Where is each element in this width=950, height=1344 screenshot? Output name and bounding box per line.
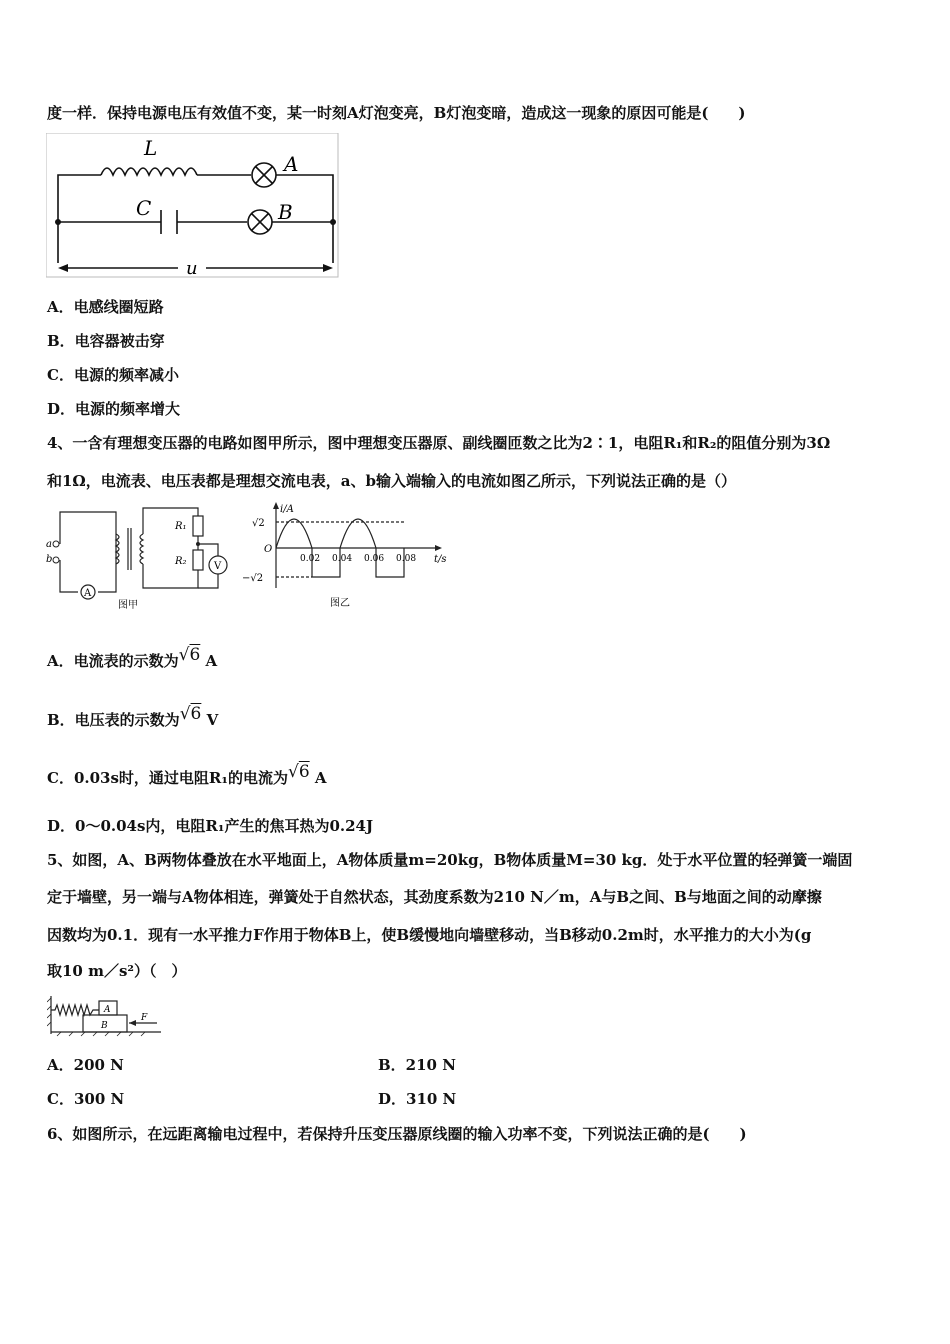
q5-blocks-figure (47, 994, 163, 1038)
fig-yi-xtick: 0.06 (364, 554, 385, 564)
q3-stem: 度一样．保持电源电压有效值不变，某一时刻A灯泡变亮，B灯泡变暗，造成这一现象的原因可能是( ) (47, 104, 746, 122)
fig-jia-caption: 图甲 (118, 600, 138, 611)
q3-option-c: C．电源的频率减小 (47, 366, 179, 384)
ammeter-label: A (84, 588, 92, 599)
q3-option-a: A．电感线圈短路 (47, 298, 164, 316)
fig-yi-ytick-pos: √2 (252, 518, 265, 529)
capacitor-label: C (136, 196, 152, 220)
q4-stem-line2: 和1Ω，电流表、电压表都是理想交流电表，a、b输入端输入的电流如图乙所示，下列说法正确的是（） (47, 472, 737, 490)
q6-stem: 6、如图所示，在远距离输电过程中，若保持升压变压器原线圈的输入功率不变，下列说法正确的是( ) (47, 1125, 747, 1143)
q5-option-d: D．310 N (378, 1090, 457, 1108)
q3-option-b: B．电容器被击穿 (47, 332, 165, 350)
svg-text:b: b (46, 554, 53, 565)
fig-yi-xlabel: t/s (434, 554, 447, 565)
voltmeter-label: V (214, 561, 222, 572)
fig-yi-ylabel: i/A (280, 504, 294, 515)
q4-option-d: D．0～0.04s内，电阻R₁产生的焦耳热为0.24J (47, 817, 374, 835)
fig-yi-origin: O (264, 544, 273, 555)
lamp-a-label: A (284, 152, 299, 176)
q5-stem-line4: 取10 m／s²）（ ） (47, 962, 187, 980)
force-label: F (141, 1013, 148, 1023)
q5-option-c: C．300 N (47, 1090, 125, 1108)
block-a-label: A (104, 1005, 111, 1015)
r2-label: R₂ (175, 556, 187, 567)
fig-yi-caption: 图乙 (330, 598, 350, 609)
lamp-b-label: B (278, 200, 293, 224)
svg-text:a: a (46, 539, 52, 550)
fig-yi-xtick: 0.08 (396, 554, 417, 564)
r1-label: R₁ (175, 521, 187, 532)
q4-option-b: B．电压表的示数为√6 V (47, 704, 219, 729)
voltage-label: u (186, 258, 198, 279)
q3-circuit-figure (46, 133, 340, 279)
q3-option-d: D．电源的频率增大 (47, 400, 181, 418)
q5-stem-line1: 5、如图，A、B两物体叠放在水平地面上，A物体质量m=20kg，B物体质量M=30 kg．处于水平位置的轻弹簧一端固 (47, 851, 853, 869)
q4-stem-line1: 4、一含有理想变压器的电路如图甲所示，图中理想变压器原、副线圈匝数之比为2∶1，电阻R₁和R₂的阻值分别为3Ω (47, 434, 831, 452)
q4-option-c: C．0.03s时，通过电阻R₁的电流为√6 A (47, 762, 327, 787)
q4-figure-jia (46, 504, 238, 612)
inductor-label: L (144, 136, 158, 160)
fig-yi-xtick: 0.04 (332, 554, 353, 564)
fig-yi-ytick-neg: −√2 (242, 573, 264, 584)
q5-stem-line2: 定于墙壁，另一端与A物体相连，弹簧处于自然状态，其劲度系数为210 N／m，A与B之间、B与地面之间的动摩擦 (47, 888, 822, 906)
q4-figure-yi (238, 500, 450, 612)
q5-option-a: A．200 N (47, 1056, 124, 1074)
block-b-label: B (101, 1021, 108, 1031)
q5-option-b: B．210 N (378, 1056, 456, 1074)
q5-stem-line3: 因数均为0.1．现有一水平推力F作用于物体B上，使B缓慢地向墙壁移动，当B移动0.2m时，水平推力的大小为(g (47, 926, 812, 944)
fig-yi-xtick: 0.02 (300, 554, 321, 564)
q4-option-a: A．电流表的示数为√6 A (47, 645, 218, 670)
